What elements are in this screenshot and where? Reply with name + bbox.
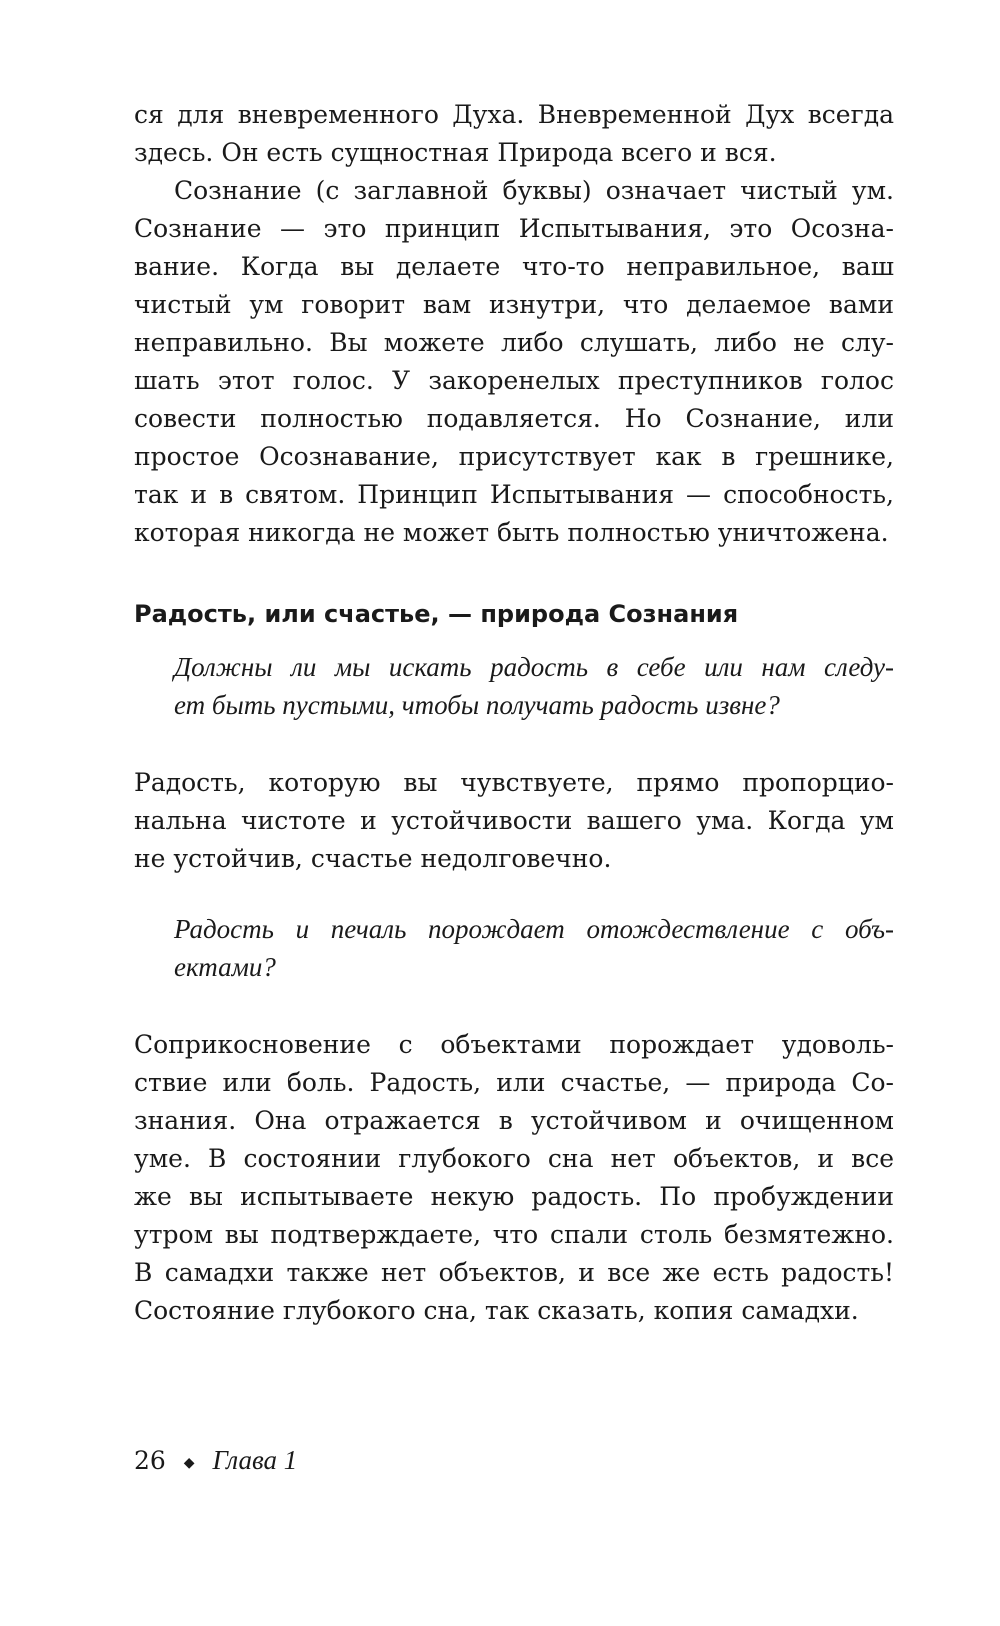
- text-line: вание. Когда вы делаете что-то неправильное, ваш: [134, 252, 894, 281]
- text-line: чистый ум говорит вам изнутри, что делаемое вами: [134, 290, 894, 319]
- page-number: 26: [134, 1446, 166, 1475]
- page-body: [134, 96, 894, 1330]
- spacer: [134, 878, 894, 910]
- question-line: Должны ли мы искать радость в себе или нам следу-: [174, 652, 894, 682]
- text-line: ся для вневременного Духа. Вневременной Дух всегда: [134, 100, 894, 129]
- text-line: утром вы подтверждаете, что спали столь безмятежно.: [134, 1220, 894, 1249]
- question-1: [134, 648, 894, 724]
- paragraph-continuation: [134, 96, 894, 172]
- spacer: [134, 724, 894, 764]
- text-line: Состояние глубокого сна, так сказать, копия самадхи.: [134, 1296, 859, 1325]
- text-line: простое Осознавание, присутствует как в грешнике,: [134, 442, 894, 471]
- question-line: ектами?: [174, 952, 276, 982]
- text-line: Сознание — это принцип Испытывания, это Осозна-: [134, 214, 894, 243]
- spacer: [134, 986, 894, 1026]
- answer-1: [134, 764, 894, 878]
- text-line: уме. В состоянии глубокого сна нет объектов, и все: [134, 1144, 894, 1173]
- question-2: [134, 910, 894, 986]
- text-line: Радость, которую вы чувствуете, прямо пропорцио-: [134, 768, 894, 797]
- text-line: шать этот голос. У закоренелых преступников голос: [134, 366, 894, 395]
- text-line: же вы испытываете некую радость. По пробуждении: [134, 1182, 894, 1211]
- text-line: Соприкосновение с объектами порождает удоволь-: [134, 1030, 894, 1059]
- paragraph-consciousness: [134, 172, 894, 552]
- chapter-label: Глава 1: [212, 1445, 298, 1475]
- page-footer: [134, 1440, 297, 1480]
- text-line: неправильно. Вы можете либо слушать, либо не слу-: [134, 328, 894, 357]
- text-line: так и в святом. Принцип Испытывания — способность,: [134, 480, 894, 509]
- text-line: нальна чистоте и устойчивости вашего ума. Когда ум: [134, 806, 894, 835]
- text-line: совести полностью подавляется. Но Сознание, или: [134, 404, 894, 433]
- text-line: В самадхи также нет объектов, и все же есть радость!: [134, 1258, 894, 1287]
- text-line: которая никогда не может быть полностью уничтожена.: [134, 518, 889, 547]
- question-line: Радость и печаль порождает отождествление с объ-: [174, 914, 894, 944]
- text-line: не устойчив, счастье недолговечно.: [134, 844, 612, 873]
- text-line: ствие или боль. Радость, или счастье, — природа Со-: [134, 1068, 894, 1097]
- question-line: ет быть пустыми, чтобы получать радость извне?: [174, 690, 780, 720]
- text-line: здесь. Он есть сущностная Природа всего и вся.: [134, 138, 777, 167]
- answer-2: [134, 1026, 894, 1330]
- diamond-separator-icon: ◆: [183, 1454, 195, 1471]
- text-line: знания. Она отражается в устойчивом и очищенном: [134, 1106, 894, 1135]
- section-heading: Радость, или счастье, — природа Сознания: [134, 600, 739, 628]
- text-line: Сознание (с заглавной буквы) означает чистый ум.: [174, 176, 894, 205]
